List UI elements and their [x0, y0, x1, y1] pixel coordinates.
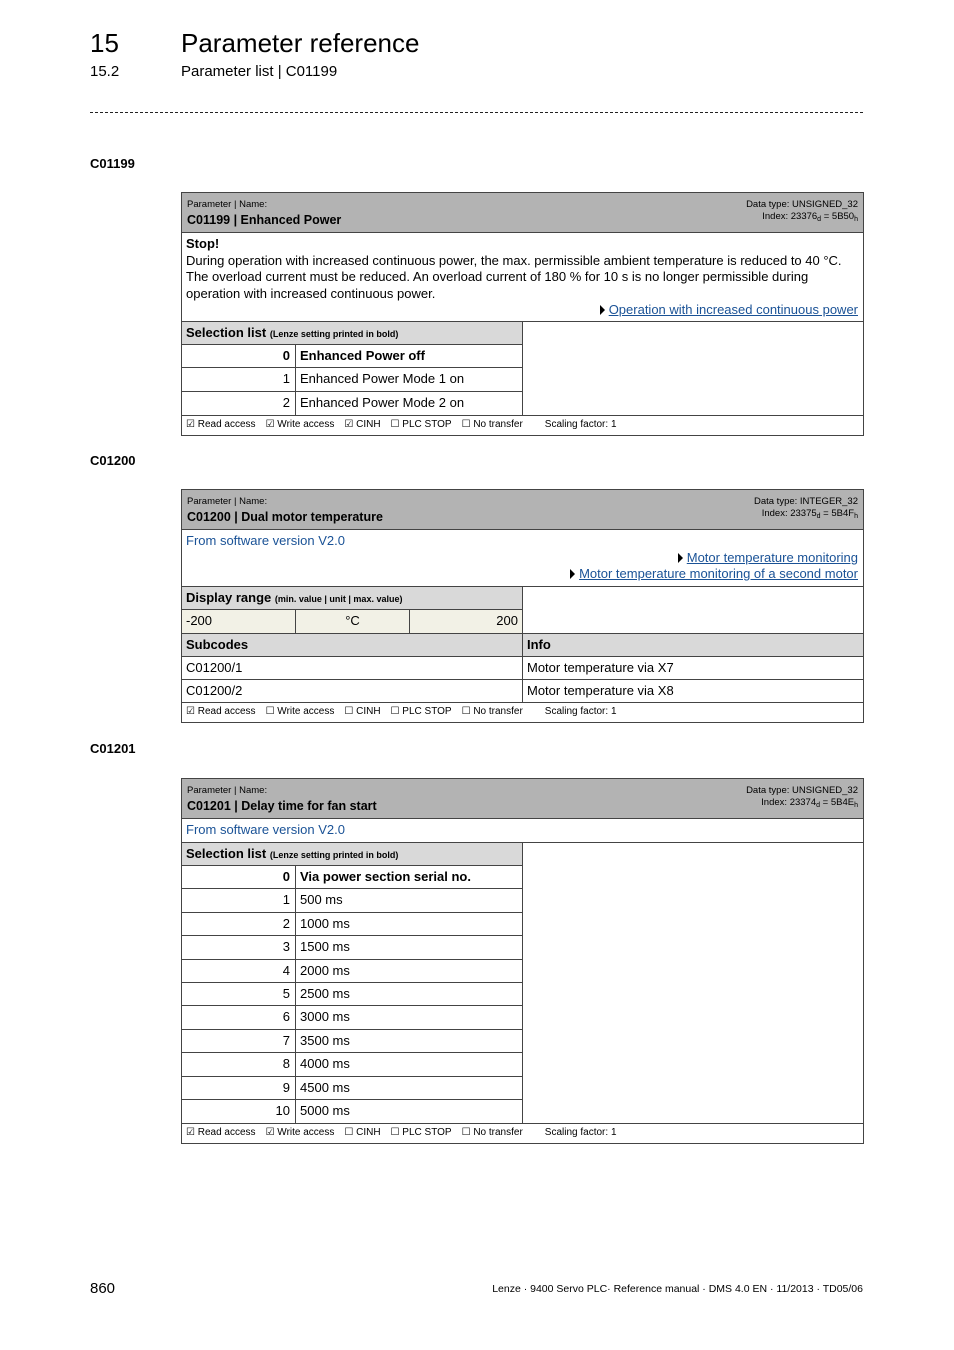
- selection-list-header: Selection list (Lenze setting printed in bold): [182, 322, 522, 345]
- data-type: Data type: INTEGER_32: [753, 496, 858, 507]
- subcodes-header: Subcodes Info: [182, 634, 863, 657]
- list-item: 6 3000 ms: [182, 1006, 522, 1029]
- description-block: [182, 233, 863, 322]
- document-info: Lenze · 9400 Servo PLC· Reference manual · DMS 4.0 EN · 11/2013 · TD05/06: [492, 1283, 863, 1295]
- table-row: C01200/2 Motor temperature via X8: [182, 680, 863, 703]
- description-block: [182, 819, 863, 843]
- list-item: 5 2500 ms: [182, 983, 522, 1006]
- section-number: 15.2: [90, 63, 120, 80]
- data-type: Data type: UNSIGNED_32: [746, 785, 858, 796]
- header-divider: [90, 112, 863, 113]
- param-heading-c01199: C01199: [90, 156, 135, 171]
- link-operation-increased-power[interactable]: Operation with increased continuous power: [608, 302, 858, 317]
- list-item: 2 Enhanced Power Mode 2 on: [182, 392, 522, 415]
- list-item: 3 1500 ms: [182, 936, 522, 959]
- param-heading-c01200: C01200: [90, 453, 136, 468]
- list-item: 10 5000 ms: [182, 1100, 522, 1123]
- param-header: [182, 490, 863, 530]
- list-item: 7 3500 ms: [182, 1030, 522, 1053]
- description-text: During operation with increased continuous power, the max. permissible ambient temperature is reduced to 40 °C. The overload current must be reduced. An overload current of 180 % for 10 s is no longer permissible during operation with increased continuous power.: [186, 252, 842, 301]
- access-footer: ☑ Read access ☑ Write access ☐ CINH ☐ PLC STOP ☐ No transfer Scaling factor: 1: [186, 1127, 617, 1139]
- list-item: 1 Enhanced Power Mode 1 on: [182, 368, 522, 391]
- link-motor-temperature-monitoring[interactable]: Motor temperature monitoring: [686, 549, 858, 565]
- list-item: 8 4000 ms: [182, 1053, 522, 1076]
- link-row: [186, 566, 858, 583]
- table-row: C01200/1 Motor temperature via X7: [182, 657, 863, 680]
- param-heading-c01201: C01201: [90, 741, 136, 756]
- display-range-header: Display range (min. value | unit | max. value): [182, 587, 522, 610]
- param-table-c01200: [181, 489, 864, 723]
- display-max: 200: [496, 613, 518, 628]
- list-item: 4 2000 ms: [182, 960, 522, 983]
- param-name: C01201 | Delay time for fan start: [187, 799, 377, 813]
- list-item: 1 500 ms: [182, 889, 522, 912]
- list-item: 9 4500 ms: [182, 1077, 522, 1100]
- description-block: [182, 530, 863, 587]
- param-name-label: Parameter | Name:: [187, 496, 268, 507]
- selection-section: [182, 322, 863, 416]
- param-name: C01199 | Enhanced Power: [187, 213, 342, 227]
- chapter-title: Parameter reference: [181, 28, 420, 58]
- param-name: C01200 | Dual motor temperature: [187, 510, 383, 524]
- param-name-label: Parameter | Name:: [187, 199, 268, 210]
- access-footer: ☑ Read access ☐ Write access ☐ CINH ☐ PLC STOP ☐ No transfer Scaling factor: 1: [186, 706, 617, 717]
- version-note: From software version V2.0: [186, 822, 345, 837]
- display-min: -200: [182, 610, 296, 633]
- display-unit: °C: [296, 610, 410, 633]
- link-row: [186, 550, 858, 567]
- arrow-right-icon: [678, 553, 683, 563]
- list-item: 0 Via power section serial no.: [182, 866, 522, 889]
- access-footer: ☑ Read access ☑ Write access ☑ CINH ☐ PLC STOP ☐ No transfer Scaling factor: 1: [186, 419, 617, 431]
- data-type: Data type: UNSIGNED_32: [746, 199, 858, 210]
- param-name-label: Parameter | Name:: [187, 785, 268, 796]
- display-range-section: [182, 587, 863, 634]
- list-item: 0 Enhanced Power off: [182, 345, 522, 368]
- param-table-c01199: [181, 192, 864, 436]
- link-second-motor-monitoring[interactable]: Motor temperature monitoring of a second motor: [579, 566, 858, 581]
- display-range-values: [182, 610, 522, 633]
- list-item: 2 1000 ms: [182, 913, 522, 936]
- page-number: 860: [90, 1280, 116, 1297]
- stop-label: Stop!: [186, 236, 220, 251]
- param-index: Index: $23375_d = 5B4F_h$: [761, 508, 858, 520]
- selection-section: [182, 843, 863, 1124]
- arrow-right-icon: [600, 305, 605, 315]
- link-row: [186, 302, 858, 319]
- param-header: [182, 193, 863, 233]
- version-note: From software version V2.0: [186, 533, 345, 548]
- section-title: Parameter list | C01199: [181, 63, 338, 80]
- param-table-c01201: [181, 778, 864, 1144]
- param-header: [182, 779, 863, 819]
- selection-list-header: Selection list (Lenze setting printed in bold): [182, 843, 522, 866]
- param-index: Index: $23376_d = 5B50_h$: [762, 211, 858, 223]
- param-index: Index: $23374_d = 5B4E_h$: [761, 797, 858, 809]
- chapter-number: 15: [90, 28, 119, 58]
- arrow-right-icon: [570, 569, 575, 579]
